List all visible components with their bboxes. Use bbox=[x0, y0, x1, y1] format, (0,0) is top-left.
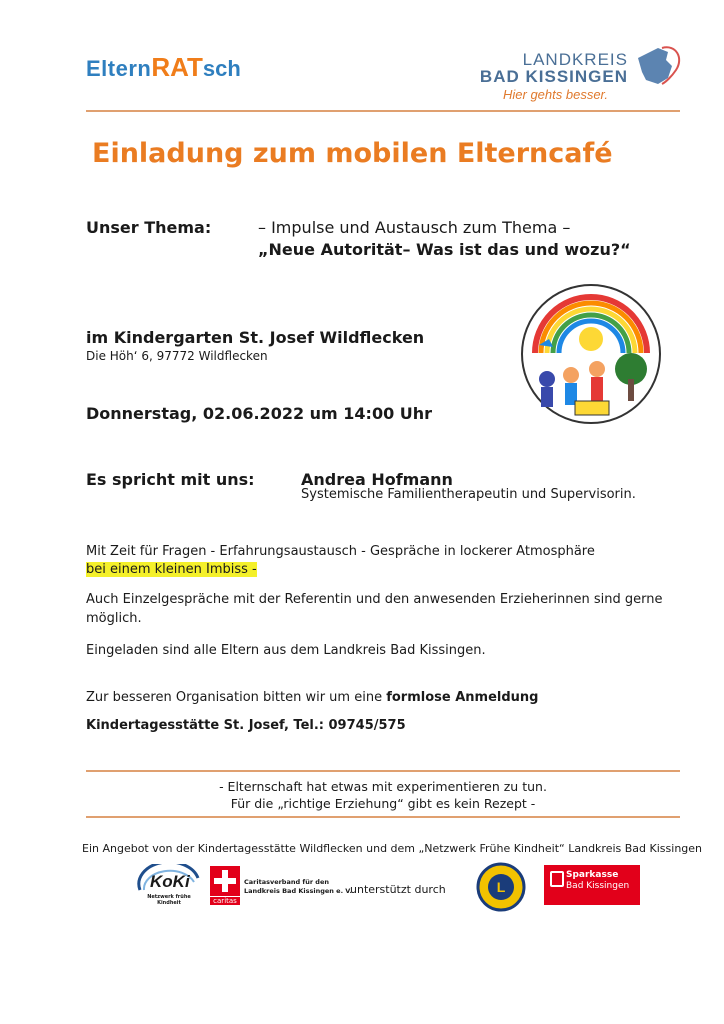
page-title: Einladung zum mobilen Elterncafé bbox=[92, 138, 613, 169]
svg-text:L: L bbox=[496, 879, 506, 895]
kindergarten-emblem-icon bbox=[519, 283, 663, 425]
sparkasse-line1: Sparkasse bbox=[566, 870, 619, 880]
registration-text bbox=[86, 690, 538, 705]
lions-club-icon bbox=[476, 862, 526, 912]
quote-rule-top bbox=[86, 770, 680, 772]
elternratsch-logo: ElternRATsch bbox=[86, 52, 241, 82]
landkreis-map-icon bbox=[632, 44, 684, 90]
paragraph-line: Eingeladen sind alle Eltern aus dem Landkreis Bad Kissingen. bbox=[86, 643, 486, 658]
paragraph-line: möglich. bbox=[86, 611, 142, 626]
speaker-label: Es spricht mit uns: bbox=[86, 470, 255, 489]
highlighted-text: bei einem kleinen Imbiss - bbox=[86, 562, 257, 577]
thema-line2: „Neue Autorität– Was ist das und wozu?“ bbox=[258, 240, 631, 259]
caritas-logo bbox=[210, 866, 240, 906]
location-name: im Kindergarten St. Josef Wildflecken bbox=[86, 328, 425, 347]
paragraph-line: Auch Einzelgespräche mit der Referentin und den anwesenden Erzieherinnen sind gerne bbox=[86, 592, 663, 607]
caritas-line2: Landkreis Bad Kissingen e. V. bbox=[244, 887, 352, 895]
landkreis-logo-line2: BAD KISSINGEN bbox=[479, 67, 628, 86]
quote-rule-bottom bbox=[86, 816, 680, 818]
sparkasse-logo bbox=[544, 865, 640, 905]
contact-line: Kindertagesstätte St. Josef, Tel.: 09745/575 bbox=[86, 718, 406, 733]
speaker-name: Andrea Hofmann bbox=[301, 470, 453, 489]
offer-line: Ein Angebot von der Kindertagesstätte Wildflecken und dem „Netzwerk Frühe Kindheit“ Landkreis Bad Kissingen bbox=[82, 842, 703, 855]
caritas-line1: Caritasverband für den bbox=[244, 878, 329, 886]
registration-bold: formlose Anmeldung bbox=[386, 690, 539, 705]
event-date: Donnerstag, 02.06.2022 um 14:00 Uhr bbox=[86, 404, 433, 423]
header-rule bbox=[86, 110, 680, 112]
caritas-label: caritas bbox=[210, 897, 240, 905]
quote-line2: Für die „richtige Erziehung“ gibt es kein Rezept - bbox=[230, 796, 536, 811]
caritas-cross-icon bbox=[210, 866, 240, 896]
sparkasse-s-icon bbox=[550, 871, 564, 887]
registration-prefix: Zur besseren Organisation bitten wir um eine bbox=[86, 690, 387, 705]
sparkasse-line2: Bad Kissingen bbox=[566, 881, 630, 891]
caritas-text bbox=[244, 878, 352, 896]
koki-text: KoKi bbox=[150, 872, 190, 891]
landkreis-logo-line1: LANDKREIS bbox=[522, 50, 628, 69]
thema-line1: – Impulse und Austausch zum Thema – bbox=[258, 218, 571, 237]
paragraph-line: Mit Zeit für Fragen - Erfahrungsaustausch - Gespräche in lockerer Atmosphäre bbox=[86, 544, 595, 559]
landkreis-tagline: Hier gehts besser. bbox=[503, 87, 609, 102]
supported-text: unterstützt durch bbox=[350, 883, 446, 896]
speaker-role: Systemische Familientherapeutin und Supervisorin. bbox=[301, 487, 636, 502]
quote-line1: - Elternschaft hat etwas mit experimentieren zu tun. bbox=[219, 779, 547, 794]
thema-label: Unser Thema: bbox=[86, 218, 212, 237]
koki-logo bbox=[136, 864, 202, 908]
koki-sub: Netzwerk frühe Kindheit bbox=[147, 894, 191, 906]
location-address: Die Höh‘ 6, 97772 Wildflecken bbox=[86, 349, 268, 363]
